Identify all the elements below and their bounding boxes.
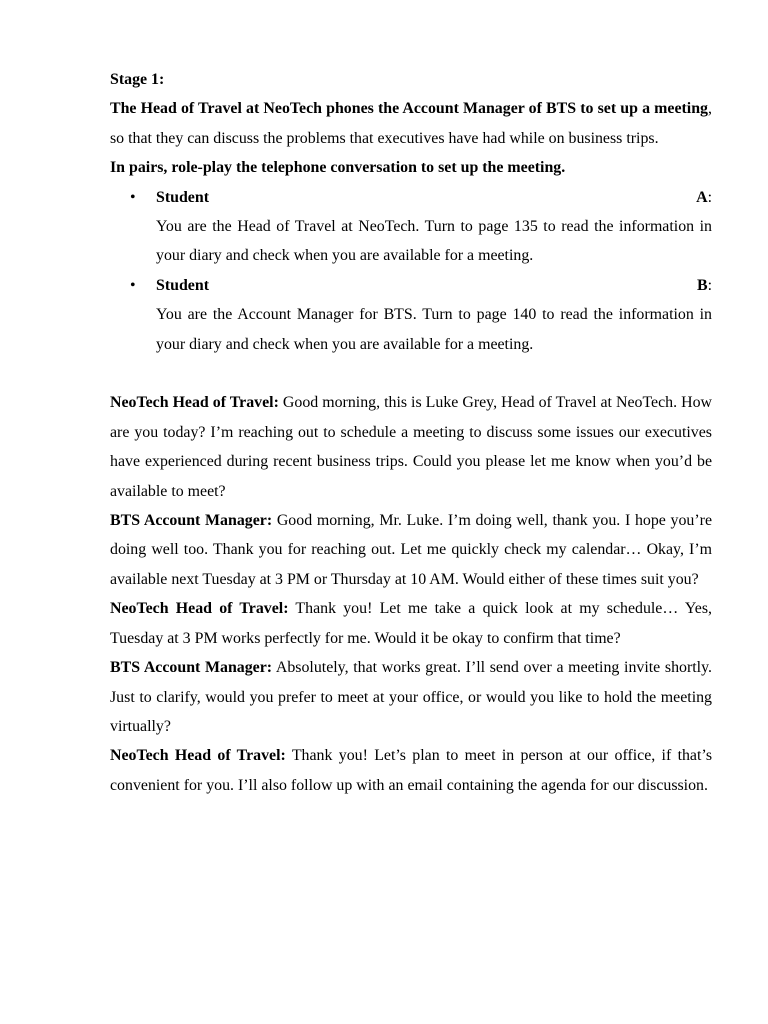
spacer xyxy=(110,359,712,388)
stage-intro-bold: The Head of Travel at NeoTech phones the Account Manager of BTS to set up a meeting xyxy=(110,100,709,118)
student-instructions: You are the Account Manager for BTS. Turn to page 140 to read the information in your diary and check when you are available for a meeting. xyxy=(156,306,712,353)
dialogue-line xyxy=(110,653,712,741)
dialogue-line xyxy=(110,388,712,506)
speech-text: Good morning, this is Luke Grey, Head of Travel at NeoTech. How are you today? I’m reaching out to schedule a meeting to discuss some issues our executives have experienced during recent business trips. Could you please let me know when you’d be available to meet? xyxy=(110,394,713,500)
student-heading xyxy=(156,271,712,300)
speaker-name: BTS Account Manager: xyxy=(110,512,273,530)
speech-text: Absolutely, that works great. I’ll send over a meeting invite shortly. Just to clarify, would you prefer to meet at your office, or would you like to hold the meeting virtually? xyxy=(110,659,712,735)
student-item-b xyxy=(110,271,712,359)
student-role-letter: B: xyxy=(696,276,712,294)
speech-text: Good morning, Mr. Luke. I’m doing well, thank you. I hope you’re doing well too. Thank you for reaching out. Let me quickly check my calendar… Okay, I’m available next Tuesday at 3 PM or Thursday at 10 AM. Would either of these times suit you? xyxy=(110,512,712,588)
student-role-letter: A: xyxy=(696,188,712,206)
speech-text: Thank you! Let’s plan to meet in person at our office, if that’s convenient for you. I’ll also follow up with an email containing the agenda for our discussion. xyxy=(110,747,713,794)
student-label: Student xyxy=(156,188,209,206)
speaker-name: NeoTech Head of Travel: xyxy=(110,747,286,765)
stage-intro-rest: , so that they can discuss the problems that executives have had while on business trips. xyxy=(110,100,712,147)
stage-instruction: In pairs, role-play the telephone conversation to set up the meeting. xyxy=(110,159,566,177)
stage-intro xyxy=(110,94,712,153)
student-list xyxy=(110,183,712,359)
document-page xyxy=(110,65,712,800)
speech-text: Thank you! Let me take a quick look at my schedule… Yes, Tuesday at 3 PM works perfectly for me. Would it be okay to confirm that time? xyxy=(110,600,712,647)
bullet-icon: • xyxy=(130,276,136,294)
student-label: Student xyxy=(156,276,209,294)
student-item-a xyxy=(110,183,712,271)
bullet-icon: • xyxy=(130,188,136,206)
stage-title: Stage 1: xyxy=(110,71,165,88)
student-instructions: You are the Head of Travel at NeoTech. Turn to page 135 to read the information in your diary and check when you are available for a meeting. xyxy=(156,218,712,265)
speaker-name: BTS Account Manager: xyxy=(110,659,273,677)
dialogue-line xyxy=(110,506,712,594)
student-heading xyxy=(156,183,712,212)
speaker-name: NeoTech Head of Travel: xyxy=(110,394,279,412)
dialogue-line xyxy=(110,594,712,653)
dialogue-line xyxy=(110,741,712,800)
speaker-name: NeoTech Head of Travel: xyxy=(110,600,289,618)
